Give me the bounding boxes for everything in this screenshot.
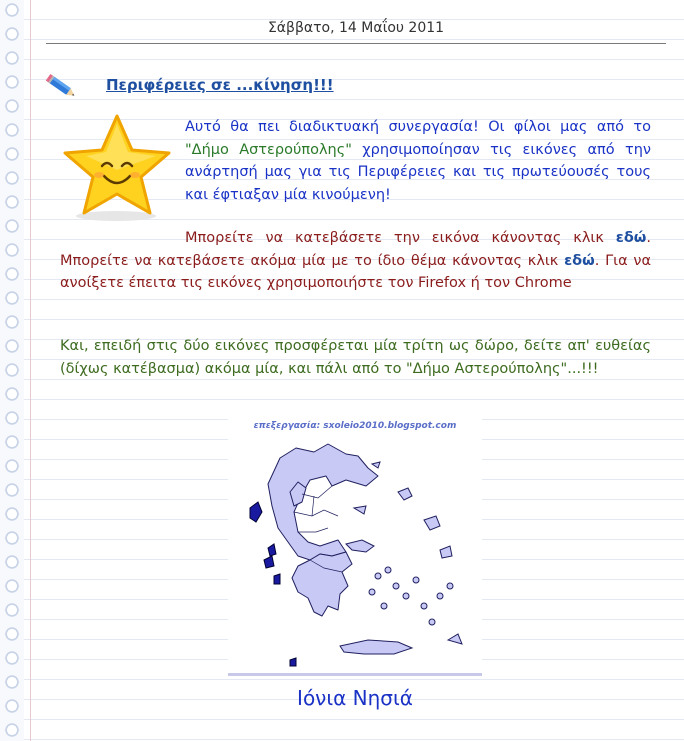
map-caption: Ιόνια Νησιά (297, 686, 413, 710)
download-line-2-dot: . (594, 252, 600, 269)
paragraph-gift: Και, επειδή στις δύο εικόνες προσφέρεται μία τρίτη ως δώρο, δείτε απ' ευθείας (δίχως κατέβασμα) ακόμα μία, και πάλι από το "Δήμο Αστερούπολης"...!!! (60, 338, 651, 377)
download-line-1: Μπορείτε να κατεβάσετε την εικόνα κάνοντας κλικ (185, 230, 616, 246)
asteroupolis-mention: "Δήμο Αστερούπολης" (185, 141, 352, 158)
download-line-1-dot: . (646, 230, 651, 246)
greece-map-image[interactable] (228, 418, 482, 674)
date-divider (46, 43, 666, 44)
download-line-2: Μπορείτε να κατεβάσετε ακόμα μία με το ίδιο θέμα κάνοντας κλικ (60, 252, 565, 269)
post-title-link[interactable]: Περιφέρειες σε ...κίνηση!!! (106, 76, 334, 94)
para1-text-start: Αυτό θα πει διαδικτυακή συνεργασία! Οι φίλοι μας από το (185, 119, 651, 135)
paragraph-download (60, 227, 651, 295)
map-bottom-border (228, 673, 482, 676)
notebook-margin (0, 0, 24, 741)
browser-instruction: Για να ανοίξετε έπειτα τις εικόνες χρησιμοποιήστε τον Firefox ή τον Chrome (60, 252, 652, 291)
greece-map (228, 436, 482, 672)
paragraph-collaboration (185, 116, 651, 206)
pencil-icon (44, 70, 80, 104)
download-link-1[interactable]: εδώ (615, 230, 647, 246)
download-link-2[interactable]: εδώ (564, 252, 595, 269)
margin-line (30, 0, 31, 741)
notebook-holes (2, 0, 22, 741)
post-date: Σάββατο, 14 Μαΐου 2011 (267, 20, 445, 36)
greece-islands (340, 462, 462, 654)
smiling-star-icon (56, 112, 178, 224)
map-credit: επεξεργασία: sxoleio2010.blogspot.com (253, 421, 457, 431)
para1-text-end: χρησιμοποίησαν τις εικόνες από την ανάρτησή μας για τις Περιφέρειες και τις πρωτεύουσές τους και έφτιαξαν μία κινούμενη! (185, 141, 651, 203)
